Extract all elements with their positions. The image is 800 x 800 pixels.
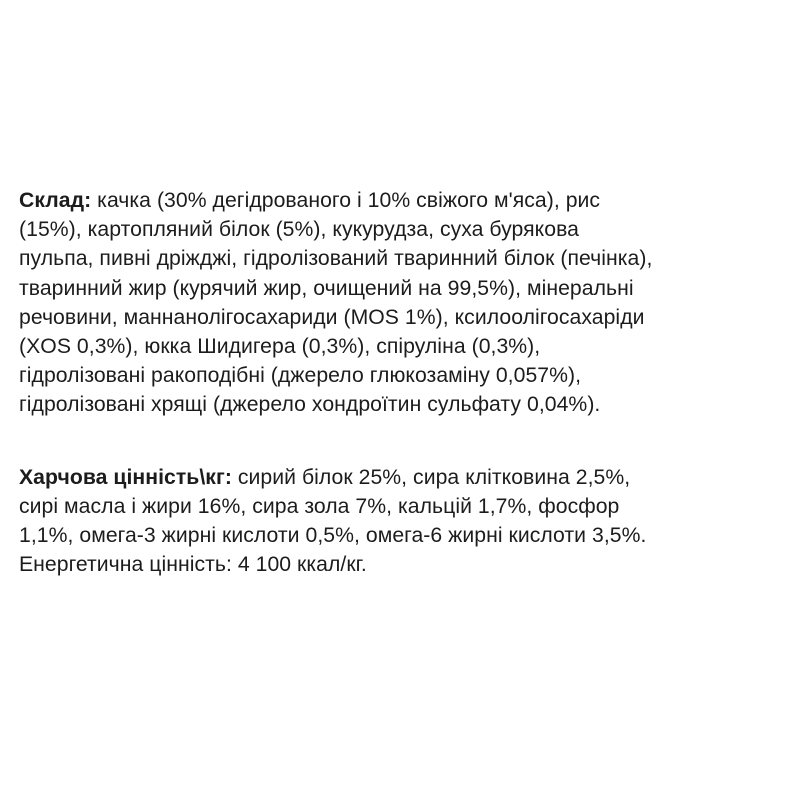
nutrition-line	[19, 463, 789, 492]
nutrition-text: сирий білок 25%, сира клітковина 2,5%,	[231, 465, 631, 489]
composition-line: (15%), картопляний білок (5%), кукурудза, суха бурякова	[19, 218, 579, 242]
composition-line: гідролізовані хрящі (джерело хондроїтин сульфату 0,04%).	[19, 393, 601, 417]
composition-line: пульпа, пивні дріжджі, гідролізований тваринний білок (печінка),	[19, 247, 653, 271]
composition-line	[19, 186, 789, 215]
composition-line: тваринний жир (курячий жир, очищений на 99,5%), мінеральні	[19, 276, 634, 300]
composition-paragraph	[19, 186, 789, 420]
nutrition-line: сирі масла і жири 16%, сира зола 7%, кальцій 1,7%, фосфор	[19, 494, 620, 518]
composition-text: качка (30% дегідрованого і 10% свіжого м'яса), рис	[91, 189, 601, 212]
composition-label: Склад:	[19, 189, 92, 212]
composition-line: речовини, маннанолігосахариди (MOS 1%), ксилоолігосахаріди	[19, 305, 645, 329]
composition-line: гідролізовані ракоподібні (джерело глюкозаміну 0,057%),	[19, 364, 582, 388]
energy-line: Енергетична цінність: 4 100 ккал/кг.	[19, 553, 367, 577]
composition-line: (XOS 0,3%), юкка Шидигера (0,3%), спіруліна (0,3%),	[19, 335, 541, 359]
nutrition-label: Харчова цінність\кг:	[19, 465, 232, 489]
product-description	[19, 186, 789, 579]
paragraph-spacer	[19, 420, 789, 463]
nutrition-line: 1,1%, омега-3 жирні кислоти 0,5%, омега-6 жирні кислоти 3,5%.	[19, 524, 647, 548]
nutrition-paragraph	[19, 463, 789, 580]
